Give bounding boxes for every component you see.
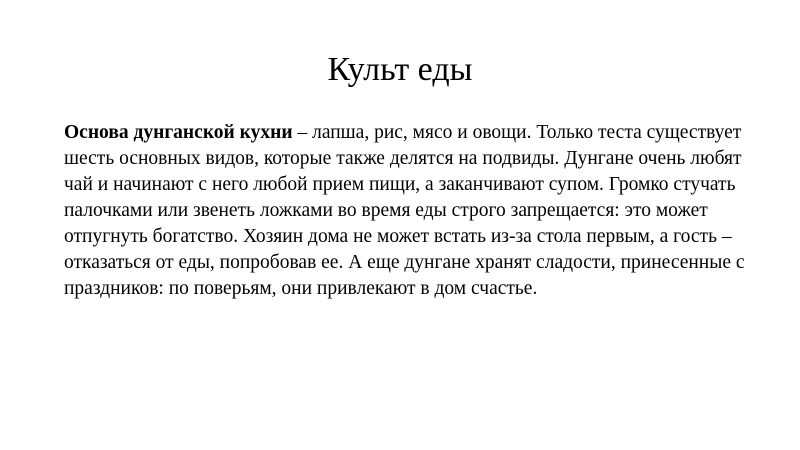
body-main-text: – лапша, рис, мясо и овощи. Только теста существует шесть основных видов, которые также делятся на подвиды. Дунгане очень любят чай и начинают с него любой прием пищи, а заканчивают супом. Громко стучать палочками или звенеть ложками во время еды строго запрещается: это может отпугнуть богатство. Хозяин дома не может встать из-за стола первым, а гость – отказаться от еды, попробовав ее. А еще дунгане хранят сладости, принесенные с праздников: по поверьям, они привлекают в дом счастье.: [64, 122, 745, 299]
slide-body-text: [64, 120, 746, 302]
slide-title: Культ еды: [327, 51, 473, 88]
body-lead-text: Основа дунганской кухни: [64, 122, 293, 143]
